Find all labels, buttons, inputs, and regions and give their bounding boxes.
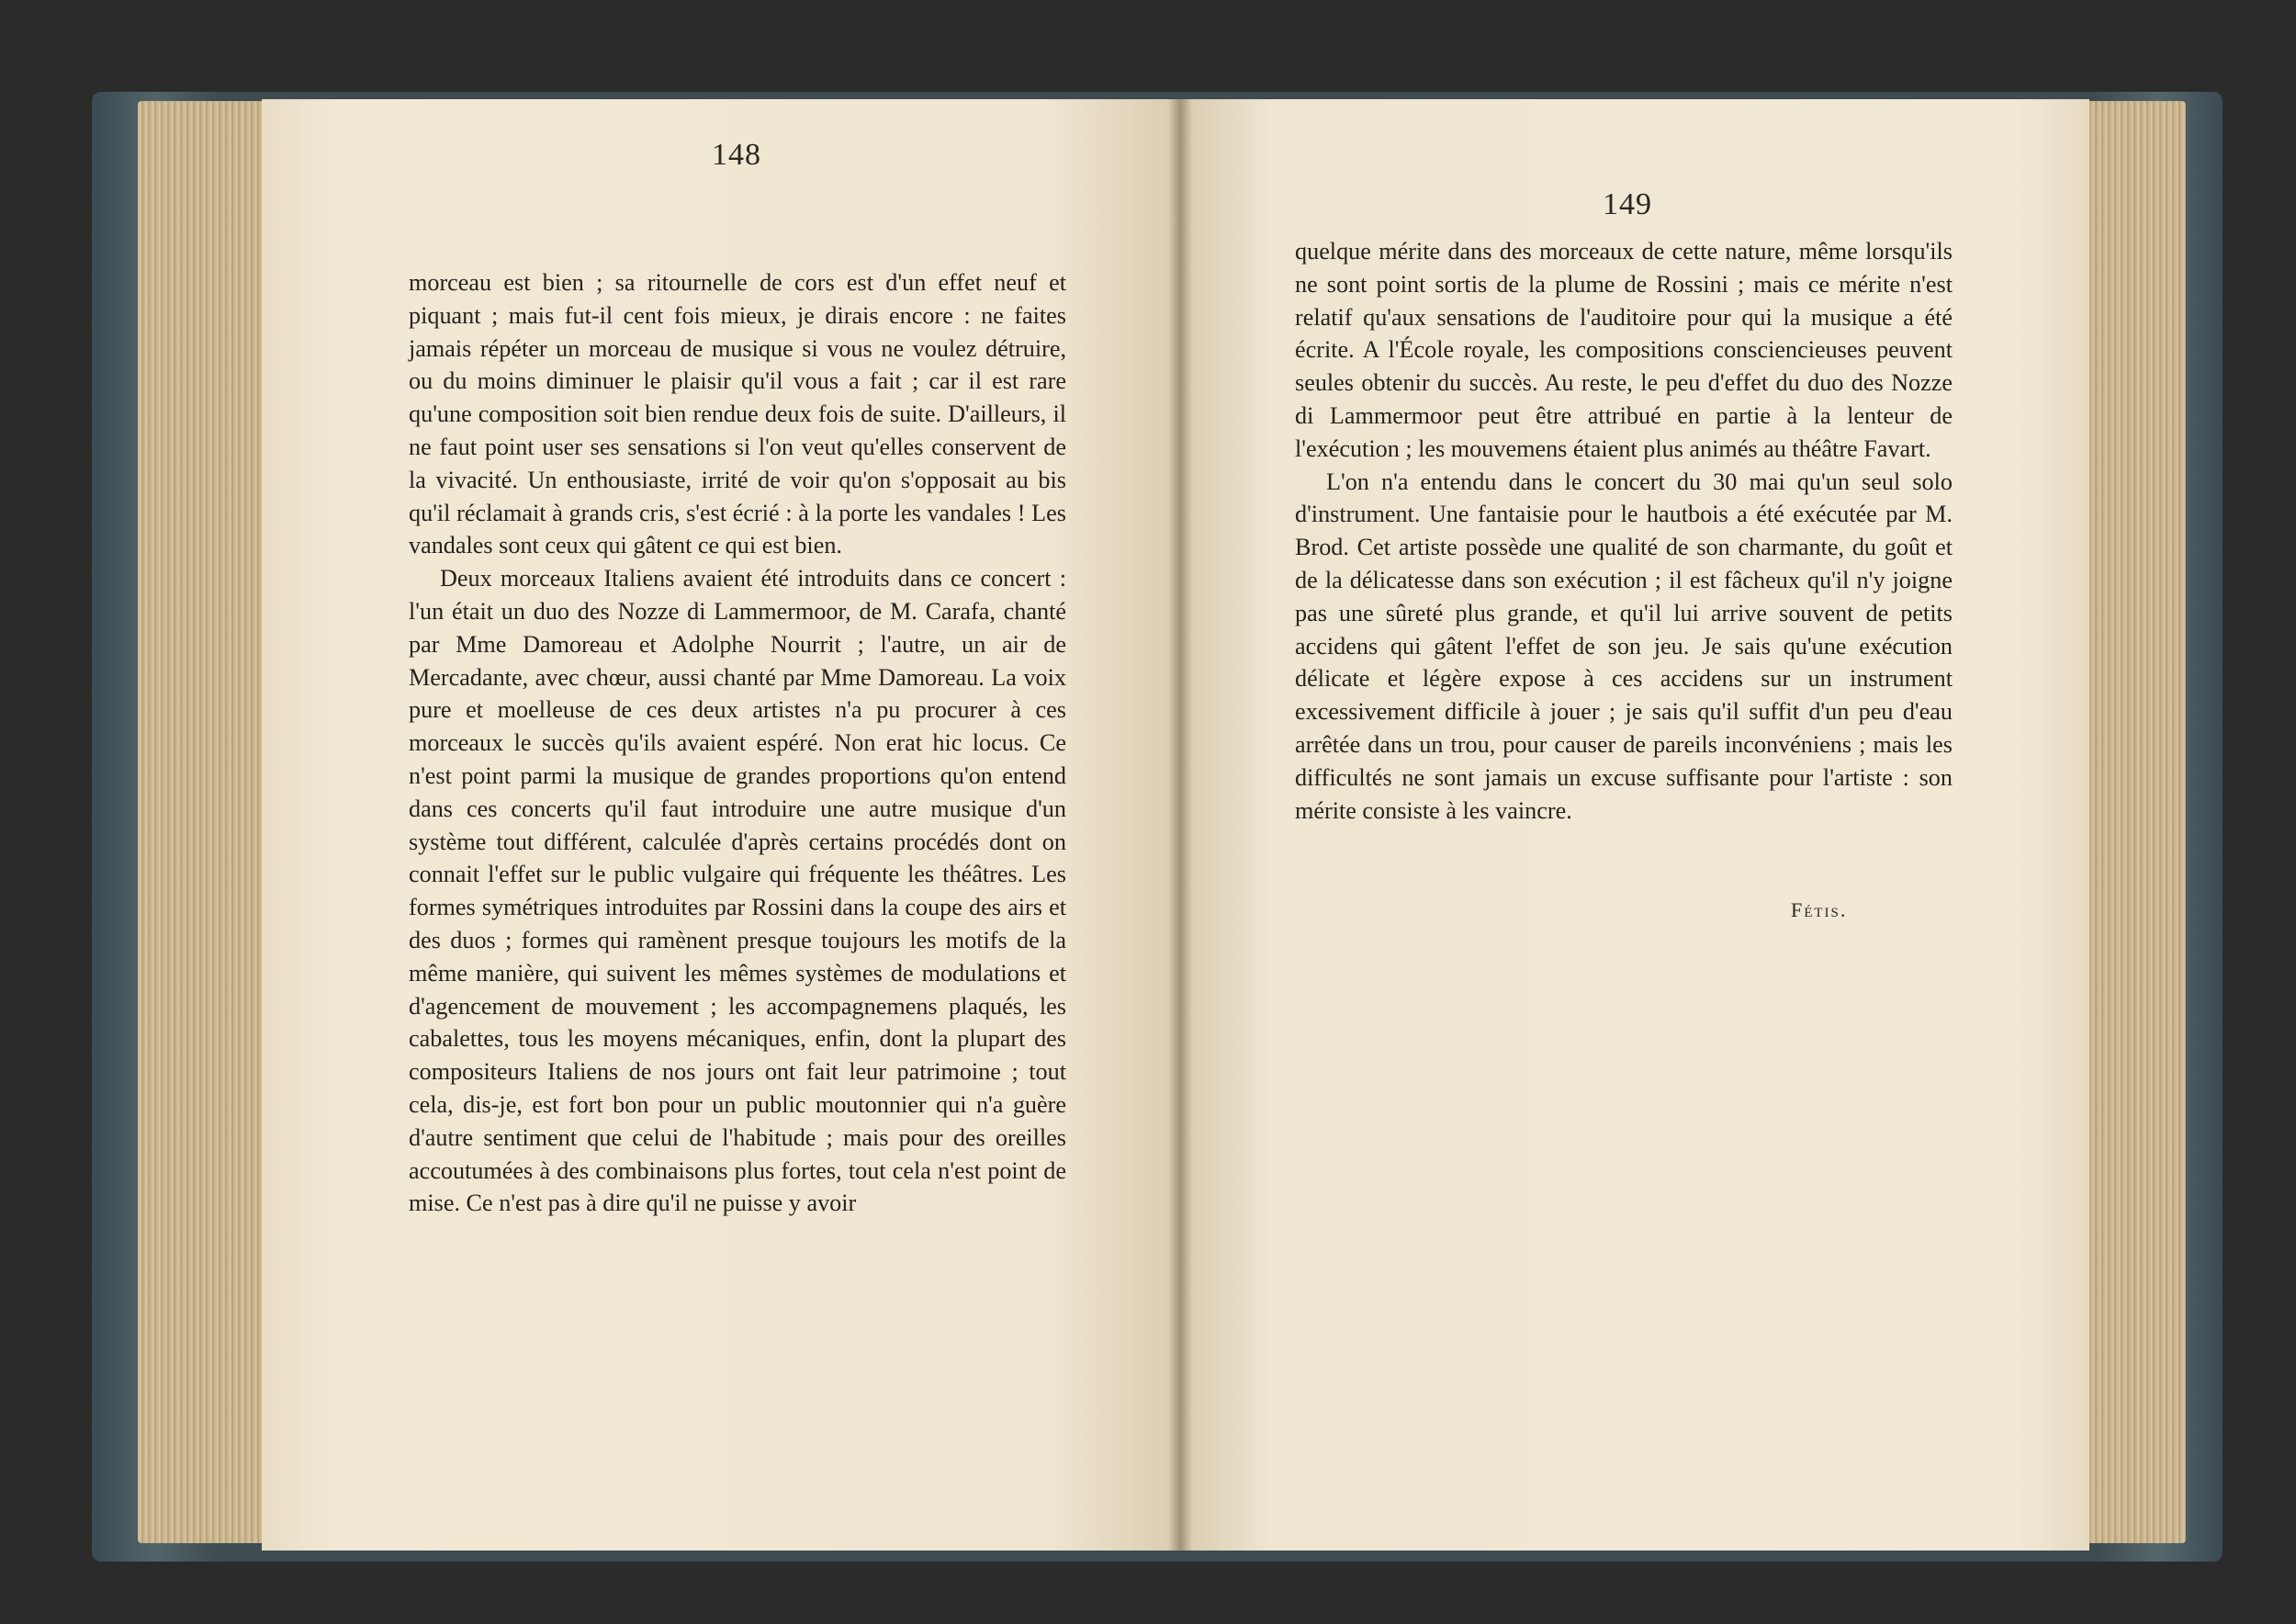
paragraph: quelque mérite dans des morceaux de cette nature, même lorsqu'ils ne sont point sortis de la plume de Rossini ; mais ce mérite n'est relatif qu'aux sensations de l'auditoire pour qui la musique a été écrite. A l'École royale, les compositions consciencieuses peuvent seules obtenir du succès. Au reste, le peu d'effet du duo des Nozze di Lammermoor peut être attribué en partie à la lenteur de l'exécution ; les mouvemens étaient plus animés au théâtre Favart. bbox=[1295, 238, 1953, 462]
left-page bbox=[262, 99, 1180, 1551]
book-gutter bbox=[1168, 99, 1192, 1551]
left-page-text bbox=[409, 266, 1066, 1220]
paragraph: Deux morceaux Italiens avaient été introduits dans ce concert : l'un était un duo des Nozze di Lammermoor, de M. Carafa, chanté par Mme Damoreau et Adolphe Nourrit ; l'autre, un air de Mercadante, avec chœur, aussi chanté par Mme Damoreau. La voix pure et moelleuse de ces deux artistes n'a pu procurer à ces morceaux le succès qu'ils avaient espéré. Non erat hic locus. Ce n'est point parmi la musique de grandes proportions qu'on entend dans ces concerts qu'il faut introduire une autre musique d'un système tout différent, calculée d'après certains procédés dont on connait l'effet sur le public vulgaire qui fréquente les théâtres. Les formes symétriques introduites par Rossini dans la coupe des airs et des duos ; formes qui ramènent presque toujours les motifs de la même manière, qui suivent les mêmes systèmes de modulations et d'agencement de mouvement ; les accompagnemens plaqués, les cabalettes, tous les moyens mécaniques, enfin, dont la plupart des compositeurs Italiens de nos jours ont fait leur patrimoine ; tout cela, dis-je, est fort bon pour un public moutonnier qui n'a guère d'autre sentiment que celui de l'habitude ; mais pour des oreilles accoutumées à des combinaisons plus fortes, tout cela n'est point de mise. Ce n'est pas à dire qu'il ne puisse y avoir bbox=[409, 565, 1066, 1217]
paragraph: L'on n'a entendu dans le concert du 30 mai qu'un seul solo d'instrument. Une fantaisie pour le hautbois a été exécutée par M. Brod. Cet artiste possède une qualité de son charmante, du goût et de la délicatesse dans son exécution ; il est fâcheux qu'il n'y joigne pas une sûreté plus grande, et qu'il lui arrive souvent de petits accidens qui gâtent l'effet de son jeu. Je sais qu'une exécution délicate et légère expose à ces accidens sur un instrument excessivement difficile à jouer ; je sais qu'il suffit d'un peu d'eau arrêtée dans un trou, pour causer de pareils inconvéniens ; mais les difficultés ne sont jamais un excuse suffisante pour l'artiste : son mérite consiste à les vaincre. bbox=[1295, 468, 1953, 824]
right-page bbox=[1180, 99, 2089, 1551]
right-page-text bbox=[1295, 235, 1953, 827]
page-edges-right bbox=[2085, 101, 2186, 1543]
paragraph: morceau est bien ; sa ritournelle de cors est d'un effet neuf et piquant ; mais fut-il cent fois mieux, je dirais encore : ne faites jamais répéter un morceau de musique si vous ne voulez détruire, ou du moins diminuer le plaisir qu'il vous a fait ; car il est rare qu'une composition soit bien rendue deux fois de suite. D'ailleurs, il ne faut point user ses sensations si l'on veut qu'elles conservent de la vivacité. Un enthousiaste, irrité de voir qu'on s'opposait au bis qu'il réclamait à grands cris, s'est écrié : à la porte les vandales ! Les vandales sont ceux qui gâtent ce qui est bien. bbox=[409, 269, 1066, 559]
page-number: 148 bbox=[712, 138, 761, 172]
author-signature: Fétis. bbox=[1791, 898, 1848, 921]
page-edges-left bbox=[138, 101, 266, 1543]
page-number: 149 bbox=[1603, 187, 1652, 221]
